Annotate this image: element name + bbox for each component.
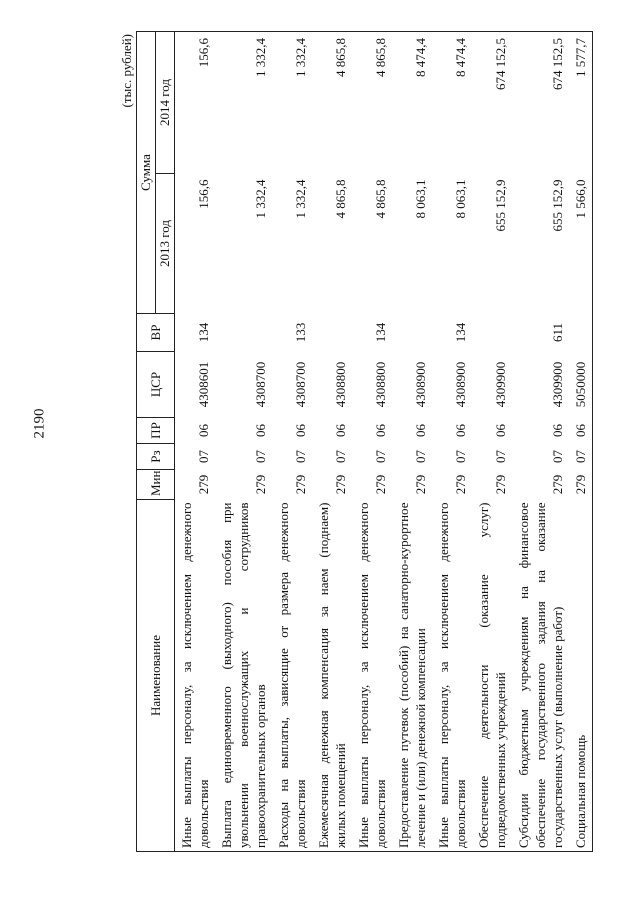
row-pr: 06 xyxy=(413,424,428,437)
header-2013: 2013 год xyxy=(156,174,175,314)
header-vr: ВР xyxy=(137,314,175,352)
row-csr: 4308800 xyxy=(373,361,388,408)
budget-table xyxy=(136,31,593,852)
row-pr: 06 xyxy=(373,424,388,437)
row-sum-2013: 8 063,1 xyxy=(413,179,428,219)
row-pr: 06 xyxy=(493,424,508,437)
row-pr: 06 xyxy=(293,424,308,437)
row-sum-2013: 1 332,4 xyxy=(293,179,308,219)
row-sum-2014: 8 474,4 xyxy=(432,32,472,174)
table-row xyxy=(215,32,272,852)
header-min: Мин xyxy=(137,470,175,500)
row-vr: 134 xyxy=(373,322,388,343)
row-rz: 07 xyxy=(550,450,565,463)
row-sum-2014: 4 865,8 xyxy=(352,32,392,174)
row-min: 279 xyxy=(413,474,428,495)
row-vr: 133 xyxy=(293,322,308,343)
table-row xyxy=(569,32,593,852)
row-sum-2013: 4 865,8 xyxy=(333,179,348,219)
row-sum-2014: 674 152,5 xyxy=(472,32,512,174)
row-csr: 5050000 xyxy=(569,352,593,418)
table-row xyxy=(175,32,216,852)
row-rz: 07 xyxy=(196,450,211,463)
row-pr: 06 xyxy=(196,424,211,437)
row-pr: 06 xyxy=(333,424,348,437)
row-min: 279 xyxy=(333,474,348,495)
table-row xyxy=(352,32,392,852)
table-row xyxy=(312,32,352,852)
row-sum-2013: 655 152,9 xyxy=(493,179,508,232)
row-vr xyxy=(215,314,272,352)
row-min: 279 xyxy=(253,474,268,495)
row-name: Ежемесячная денежная компенсация за наем (поднаем) жилых помещений xyxy=(312,500,352,852)
row-sum-2014: 156,6 xyxy=(175,32,216,174)
row-pr: 06 xyxy=(569,418,593,444)
row-name: Иные выплаты персоналу, за исключением денежного довольствия xyxy=(352,500,392,852)
row-name: Иные выплаты персоналу, за исключением денежного довольствия xyxy=(432,500,472,852)
row-csr: 4308601 xyxy=(196,361,211,408)
row-sum-2013: 1 566,0 xyxy=(569,174,593,314)
header-sum: Сумма xyxy=(137,32,156,314)
page-number: 2190 xyxy=(31,408,48,439)
row-csr: 4308700 xyxy=(293,361,308,408)
header-name: Наименование xyxy=(137,500,175,852)
table-row xyxy=(392,32,432,852)
header-2014: 2014 год xyxy=(156,32,175,174)
row-csr: 4308900 xyxy=(453,361,468,408)
row-sum-2014: 8 474,4 xyxy=(392,32,432,174)
row-csr: 4308800 xyxy=(333,361,348,408)
row-name: Расходы на выплаты, зависящие от размера денежного довольствия xyxy=(272,500,312,852)
row-vr: 134 xyxy=(196,322,211,343)
row-name: Иные выплаты персоналу, за исключением денежного довольствия xyxy=(175,500,216,852)
row-vr xyxy=(392,314,432,352)
row-name: Субсидии бюджетным учреждениям на финансовое обеспечение государственного задания на оказание государственных услуг (выполнение работ) xyxy=(512,500,569,852)
row-rz: 07 xyxy=(569,444,593,470)
row-rz: 07 xyxy=(253,450,268,463)
row-min: 279 xyxy=(550,474,565,495)
row-sum-2013: 156,6 xyxy=(196,179,211,209)
row-vr xyxy=(569,314,593,352)
row-pr: 06 xyxy=(253,424,268,437)
table-row xyxy=(472,32,512,852)
row-sum-2013: 1 332,4 xyxy=(253,179,268,219)
row-rz: 07 xyxy=(293,450,308,463)
row-name: Предоставление путевок (пособий) на санаторно-курортное лечение и (или) денежной компенсации xyxy=(392,500,432,852)
row-sum-2014: 1 577,7 xyxy=(569,32,593,174)
header-pr: ПР xyxy=(137,418,175,444)
row-csr: 4308700 xyxy=(253,361,268,408)
row-rz: 07 xyxy=(333,450,348,463)
row-vr xyxy=(472,314,512,352)
header-csr: ЦСР xyxy=(137,352,175,418)
row-sum-2013: 8 063,1 xyxy=(453,179,468,219)
table-row xyxy=(272,32,312,852)
row-sum-2014: 1 332,4 xyxy=(272,32,312,174)
row-sum-2013: 655 152,9 xyxy=(550,179,565,232)
row-csr: 4309900 xyxy=(493,361,508,408)
row-csr: 4308900 xyxy=(413,361,428,408)
row-min: 279 xyxy=(569,470,593,500)
units-label: (тыс. рублей) xyxy=(119,34,134,108)
row-vr: 611 xyxy=(550,322,565,343)
row-pr: 06 xyxy=(550,424,565,437)
row-name: Обеспечение деятельности (оказание услуг) подведомственных учреждений xyxy=(472,500,512,852)
row-min: 279 xyxy=(293,474,308,495)
row-rz: 07 xyxy=(453,450,468,463)
row-pr: 06 xyxy=(453,424,468,437)
row-rz: 07 xyxy=(413,450,428,463)
row-sum-2014: 1 332,4 xyxy=(215,32,272,174)
row-name: Социальная помощь xyxy=(569,500,593,852)
table-row xyxy=(432,32,472,852)
table-row xyxy=(512,32,569,852)
header-rz: Рз xyxy=(137,444,175,470)
row-vr xyxy=(312,314,352,352)
row-csr: 4309900 xyxy=(550,361,565,408)
row-rz: 07 xyxy=(373,450,388,463)
row-vr: 134 xyxy=(453,322,468,343)
row-name: Выплата единовременного (выходного) пособия при увольнении военнослужащих и сотрудников правоохранительных органов xyxy=(215,500,272,852)
table-body xyxy=(175,32,593,852)
row-min: 279 xyxy=(196,474,211,495)
row-min: 279 xyxy=(373,474,388,495)
row-sum-2014: 4 865,8 xyxy=(312,32,352,174)
row-sum-2013: 4 865,8 xyxy=(373,179,388,219)
row-rz: 07 xyxy=(493,450,508,463)
row-min: 279 xyxy=(453,474,468,495)
rotated-page-content xyxy=(118,32,588,852)
row-min: 279 xyxy=(493,474,508,495)
row-sum-2014: 674 152,5 xyxy=(512,32,569,174)
